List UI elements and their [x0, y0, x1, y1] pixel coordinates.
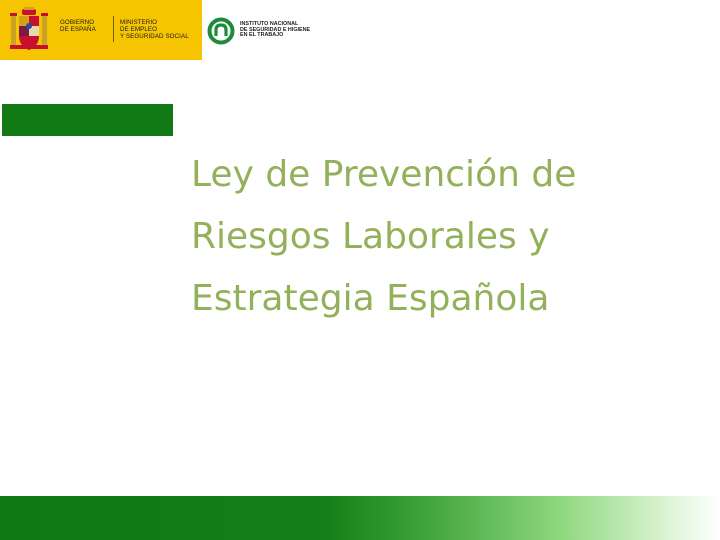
government-logo-block — [0, 0, 202, 60]
insht-label: INSTITUTO NACIONAL DE SEGURIDAD E HIGIENE EN EL TRABAJO — [240, 21, 311, 39]
logo-divider — [113, 16, 114, 42]
title-line-3: Estrategia Española — [191, 278, 550, 319]
coat-of-arms-icon — [8, 7, 50, 53]
insht-logo-icon — [207, 17, 235, 45]
accent-bar — [2, 104, 173, 136]
footer-gradient-band — [0, 496, 720, 540]
title-line-1: Ley de Prevención de — [191, 154, 577, 195]
title-line-2: Riesgos Laborales y — [191, 216, 550, 257]
ministerio-label: MINISTERIO DE EMPLEO Y SEGURIDAD SOCIAL — [120, 19, 189, 41]
slide-title — [191, 144, 671, 330]
gobierno-de-espana-label: GOBIERNO DE ESPAÑA — [60, 19, 96, 34]
